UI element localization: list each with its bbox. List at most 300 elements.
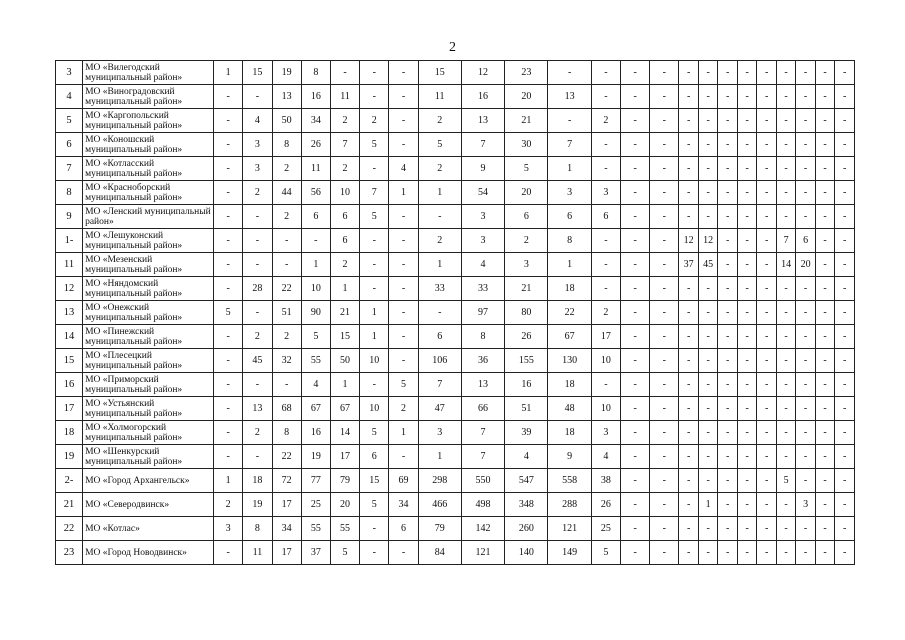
data-cell: -: [214, 277, 243, 301]
data-cell: -: [737, 445, 756, 469]
data-cell: 55: [301, 349, 330, 373]
table-row: [56, 253, 855, 277]
data-cell: -: [835, 157, 855, 181]
data-cell: -: [214, 253, 243, 277]
data-cell: -: [757, 229, 776, 253]
data-cell: -: [650, 493, 679, 517]
table-row: [56, 397, 855, 421]
data-cell: -: [214, 349, 243, 373]
data-cell: -: [757, 541, 776, 565]
data-cell: -: [737, 229, 756, 253]
row-number: 1-: [56, 229, 83, 253]
data-cell: 2: [272, 325, 301, 349]
data-cell: 20: [505, 181, 548, 205]
data-cell: 84: [418, 541, 461, 565]
table-row: [56, 541, 855, 565]
data-cell: -: [757, 445, 776, 469]
data-cell: -: [796, 85, 815, 109]
data-cell: -: [815, 229, 834, 253]
data-cell: 4: [505, 445, 548, 469]
data-cell: 7: [461, 445, 504, 469]
data-cell: -: [360, 373, 389, 397]
data-cell: -: [776, 133, 795, 157]
data-cell: 466: [418, 493, 461, 517]
data-cell: -: [591, 61, 620, 85]
data-cell: 6: [796, 229, 815, 253]
data-cell: -: [835, 133, 855, 157]
data-cell: -: [835, 301, 855, 325]
data-cell: 140: [505, 541, 548, 565]
data-cell: 5: [301, 325, 330, 349]
data-cell: -: [389, 133, 418, 157]
data-cell: -: [214, 421, 243, 445]
data-cell: 298: [418, 469, 461, 493]
data-cell: -: [815, 421, 834, 445]
data-cell: -: [776, 61, 795, 85]
data-cell: -: [679, 517, 698, 541]
data-cell: -: [796, 277, 815, 301]
data-cell: -: [389, 229, 418, 253]
data-cell: -: [650, 85, 679, 109]
data-cell: 20: [796, 253, 815, 277]
data-cell: 149: [548, 541, 591, 565]
data-cell: -: [815, 85, 834, 109]
data-cell: -: [757, 493, 776, 517]
data-cell: 550: [461, 469, 504, 493]
data-cell: -: [679, 181, 698, 205]
table-row: [56, 109, 855, 133]
table-row: [56, 373, 855, 397]
data-cell: 1: [389, 421, 418, 445]
data-cell: 25: [591, 517, 620, 541]
data-cell: -: [698, 373, 717, 397]
row-number: 9: [56, 205, 83, 229]
data-cell: -: [796, 301, 815, 325]
row-number: 18: [56, 421, 83, 445]
data-cell: -: [815, 373, 834, 397]
municipality-name: МО «Вилегодский муниципальный район»: [83, 61, 214, 85]
data-cell: -: [776, 517, 795, 541]
table-row: [56, 325, 855, 349]
municipality-name: МО «Город Архангельск»: [83, 469, 214, 493]
data-cell: -: [698, 517, 717, 541]
data-cell: -: [360, 61, 389, 85]
data-cell: 155: [505, 349, 548, 373]
data-cell: -: [796, 181, 815, 205]
data-cell: -: [737, 493, 756, 517]
data-cell: -: [591, 157, 620, 181]
data-cell: -: [418, 301, 461, 325]
data-cell: 3: [548, 181, 591, 205]
data-cell: -: [757, 421, 776, 445]
table-row: [56, 133, 855, 157]
row-number: 23: [56, 541, 83, 565]
data-cell: 37: [301, 541, 330, 565]
data-cell: -: [757, 517, 776, 541]
data-cell: -: [737, 205, 756, 229]
data-cell: 6: [330, 205, 359, 229]
municipality-name: МО «Пинежский муниципальный район»: [83, 325, 214, 349]
data-cell: -: [360, 517, 389, 541]
data-cell: 3: [461, 205, 504, 229]
data-cell: -: [737, 277, 756, 301]
data-cell: -: [214, 373, 243, 397]
data-cell: -: [718, 397, 737, 421]
data-cell: 1: [698, 493, 717, 517]
data-cell: 68: [272, 397, 301, 421]
data-cell: 1: [418, 253, 461, 277]
data-cell: 55: [301, 517, 330, 541]
data-cell: 50: [330, 349, 359, 373]
municipality-name: МО «Коношский муниципальный район»: [83, 133, 214, 157]
data-cell: 18: [548, 277, 591, 301]
data-cell: 130: [548, 349, 591, 373]
data-cell: -: [360, 277, 389, 301]
data-cell: 23: [505, 61, 548, 85]
data-cell: 37: [679, 253, 698, 277]
data-cell: -: [815, 517, 834, 541]
data-cell: -: [272, 373, 301, 397]
data-cell: 20: [505, 85, 548, 109]
municipality-name: МО «Холмогорский муниципальный район»: [83, 421, 214, 445]
data-cell: 1: [360, 301, 389, 325]
data-cell: 80: [505, 301, 548, 325]
table-row: [56, 445, 855, 469]
data-cell: 2: [272, 157, 301, 181]
data-cell: -: [679, 541, 698, 565]
data-cell: -: [650, 397, 679, 421]
data-cell: 498: [461, 493, 504, 517]
data-cell: 1: [360, 325, 389, 349]
data-cell: -: [698, 397, 717, 421]
data-cell: -: [835, 277, 855, 301]
data-cell: -: [835, 445, 855, 469]
data-cell: -: [698, 349, 717, 373]
data-cell: -: [389, 109, 418, 133]
row-number: 7: [56, 157, 83, 181]
table-row: [56, 493, 855, 517]
data-cell: -: [698, 277, 717, 301]
data-cell: -: [679, 85, 698, 109]
row-number: 22: [56, 517, 83, 541]
data-cell: 67: [330, 397, 359, 421]
table-row: [56, 349, 855, 373]
data-cell: -: [835, 397, 855, 421]
data-cell: -: [650, 445, 679, 469]
data-cell: 50: [272, 109, 301, 133]
data-cell: 2: [330, 253, 359, 277]
data-cell: -: [698, 301, 717, 325]
data-cell: 10: [360, 397, 389, 421]
data-cell: -: [548, 109, 591, 133]
municipality-name: МО «Няндомский муниципальный район»: [83, 277, 214, 301]
data-cell: -: [815, 493, 834, 517]
data-cell: -: [214, 157, 243, 181]
data-cell: -: [621, 517, 650, 541]
data-cell: 13: [272, 85, 301, 109]
data-cell: -: [835, 517, 855, 541]
data-cell: -: [621, 109, 650, 133]
data-cell: 2: [505, 229, 548, 253]
data-cell: 4: [301, 373, 330, 397]
row-number: 12: [56, 277, 83, 301]
municipality-name: МО «Онежский муниципальный район»: [83, 301, 214, 325]
data-cell: 21: [505, 109, 548, 133]
data-cell: -: [621, 181, 650, 205]
data-cell: 34: [301, 109, 330, 133]
data-cell: 11: [330, 85, 359, 109]
data-cell: 5: [360, 133, 389, 157]
data-cell: -: [698, 325, 717, 349]
data-cell: 21: [505, 277, 548, 301]
data-cell: -: [757, 157, 776, 181]
row-number: 3: [56, 61, 83, 85]
data-cell: -: [796, 373, 815, 397]
data-cell: 5: [591, 541, 620, 565]
data-cell: -: [776, 349, 795, 373]
data-cell: 348: [505, 493, 548, 517]
data-cell: -: [815, 469, 834, 493]
data-cell: 5: [360, 493, 389, 517]
data-cell: 14: [776, 253, 795, 277]
data-cell: -: [737, 85, 756, 109]
data-cell: -: [757, 469, 776, 493]
data-cell: 2: [330, 157, 359, 181]
data-cell: -: [214, 325, 243, 349]
municipality-name: МО «Шенкурский муниципальный район»: [83, 445, 214, 469]
data-cell: -: [621, 397, 650, 421]
data-cell: -: [679, 61, 698, 85]
table-row: [56, 61, 855, 85]
data-cell: -: [796, 469, 815, 493]
data-cell: -: [737, 469, 756, 493]
data-cell: 9: [548, 445, 591, 469]
data-cell: 16: [301, 421, 330, 445]
data-cell: -: [757, 277, 776, 301]
data-cell: -: [650, 541, 679, 565]
data-cell: 33: [418, 277, 461, 301]
data-cell: 8: [461, 325, 504, 349]
data-cell: 7: [776, 229, 795, 253]
data-cell: -: [737, 181, 756, 205]
data-cell: 3: [418, 421, 461, 445]
data-cell: -: [776, 421, 795, 445]
table-row: [56, 301, 855, 325]
data-cell: 28: [243, 277, 272, 301]
data-cell: -: [796, 157, 815, 181]
data-cell: -: [796, 517, 815, 541]
row-number: 16: [56, 373, 83, 397]
data-cell: 16: [461, 85, 504, 109]
data-cell: -: [591, 229, 620, 253]
municipality-name: МО «Мезенский муниципальный район»: [83, 253, 214, 277]
row-number: 11: [56, 253, 83, 277]
data-cell: -: [835, 61, 855, 85]
data-cell: -: [757, 349, 776, 373]
data-cell: -: [214, 85, 243, 109]
data-cell: 10: [591, 397, 620, 421]
data-cell: -: [214, 181, 243, 205]
data-cell: 39: [505, 421, 548, 445]
data-cell: 288: [548, 493, 591, 517]
data-cell: -: [737, 517, 756, 541]
municipality-name: МО «Котласский муниципальный район»: [83, 157, 214, 181]
data-cell: 16: [301, 85, 330, 109]
data-cell: 6: [591, 205, 620, 229]
data-cell: 17: [330, 445, 359, 469]
data-cell: -: [591, 133, 620, 157]
data-cell: -: [679, 325, 698, 349]
data-cell: -: [815, 277, 834, 301]
data-cell: 6: [360, 445, 389, 469]
data-cell: -: [796, 109, 815, 133]
data-cell: -: [621, 469, 650, 493]
municipality-name: МО «Плесецкий муниципальный район»: [83, 349, 214, 373]
data-cell: -: [389, 541, 418, 565]
data-cell: -: [214, 109, 243, 133]
data-cell: -: [621, 325, 650, 349]
data-cell: 8: [272, 133, 301, 157]
data-cell: 558: [548, 469, 591, 493]
table-row: [56, 157, 855, 181]
data-cell: 77: [301, 469, 330, 493]
data-cell: 2: [591, 109, 620, 133]
data-cell: -: [718, 469, 737, 493]
data-cell: 26: [591, 493, 620, 517]
data-cell: -: [591, 253, 620, 277]
data-cell: -: [718, 181, 737, 205]
data-cell: -: [650, 517, 679, 541]
data-cell: -: [360, 157, 389, 181]
data-cell: -: [698, 133, 717, 157]
data-cell: 34: [272, 517, 301, 541]
data-cell: -: [330, 61, 359, 85]
data-cell: -: [214, 133, 243, 157]
data-cell: 19: [272, 61, 301, 85]
data-cell: 44: [272, 181, 301, 205]
data-cell: -: [835, 421, 855, 445]
data-cell: -: [389, 445, 418, 469]
data-cell: -: [650, 133, 679, 157]
data-cell: 90: [301, 301, 330, 325]
data-cell: -: [679, 493, 698, 517]
data-cell: -: [815, 109, 834, 133]
data-cell: -: [718, 277, 737, 301]
data-cell: 2: [272, 205, 301, 229]
data-cell: -: [679, 133, 698, 157]
data-cell: 51: [505, 397, 548, 421]
data-cell: 11: [418, 85, 461, 109]
data-cell: -: [650, 373, 679, 397]
data-cell: -: [718, 301, 737, 325]
data-cell: -: [776, 277, 795, 301]
data-cell: -: [621, 157, 650, 181]
data-cell: -: [815, 325, 834, 349]
data-cell: 3: [461, 229, 504, 253]
data-cell: -: [718, 85, 737, 109]
data-cell: -: [243, 253, 272, 277]
data-cell: -: [718, 325, 737, 349]
data-cell: 15: [418, 61, 461, 85]
data-cell: -: [698, 205, 717, 229]
data-cell: 79: [330, 469, 359, 493]
data-cell: 21: [330, 301, 359, 325]
data-cell: 5: [360, 421, 389, 445]
data-cell: 12: [679, 229, 698, 253]
row-number: 5: [56, 109, 83, 133]
data-cell: -: [389, 301, 418, 325]
data-cell: 2: [243, 421, 272, 445]
data-cell: -: [679, 445, 698, 469]
data-cell: 17: [272, 541, 301, 565]
data-cell: 2: [360, 109, 389, 133]
data-cell: -: [621, 541, 650, 565]
data-cell: -: [679, 373, 698, 397]
data-cell: -: [621, 493, 650, 517]
data-cell: 2: [214, 493, 243, 517]
data-cell: 19: [301, 445, 330, 469]
data-cell: 5: [418, 133, 461, 157]
data-cell: -: [679, 205, 698, 229]
data-cell: -: [718, 517, 737, 541]
data-cell: 8: [243, 517, 272, 541]
data-cell: 25: [301, 493, 330, 517]
data-cell: -: [214, 205, 243, 229]
data-cell: 2: [330, 109, 359, 133]
data-cell: 3: [214, 517, 243, 541]
data-cell: -: [591, 85, 620, 109]
data-cell: -: [757, 61, 776, 85]
data-cell: 3: [505, 253, 548, 277]
data-cell: -: [815, 157, 834, 181]
table-row: [56, 85, 855, 109]
row-number: 15: [56, 349, 83, 373]
data-cell: -: [650, 349, 679, 373]
data-cell: -: [548, 61, 591, 85]
data-cell: 121: [461, 541, 504, 565]
data-cell: -: [815, 397, 834, 421]
data-cell: -: [698, 157, 717, 181]
data-cell: -: [243, 205, 272, 229]
data-cell: -: [796, 421, 815, 445]
data-cell: -: [621, 85, 650, 109]
data-cell: -: [796, 445, 815, 469]
data-cell: -: [214, 541, 243, 565]
data-cell: 1: [418, 445, 461, 469]
data-cell: -: [360, 229, 389, 253]
data-cell: 11: [243, 541, 272, 565]
data-cell: 20: [330, 493, 359, 517]
data-cell: -: [835, 85, 855, 109]
municipality-name: МО «Приморский муниципальный район»: [83, 373, 214, 397]
data-cell: 9: [461, 157, 504, 181]
data-cell: 1: [214, 61, 243, 85]
data-cell: -: [835, 109, 855, 133]
data-cell: 18: [548, 373, 591, 397]
data-cell: -: [835, 349, 855, 373]
data-cell: -: [737, 301, 756, 325]
data-cell: -: [389, 277, 418, 301]
page-number: 2: [449, 40, 456, 55]
municipality-name: МО «Устьянский муниципальный район»: [83, 397, 214, 421]
data-cell: -: [776, 325, 795, 349]
data-cell: -: [776, 397, 795, 421]
data-cell: 4: [243, 109, 272, 133]
data-cell: 38: [591, 469, 620, 493]
municipality-name: МО «Лешуконский муниципальный район»: [83, 229, 214, 253]
data-cell: -: [650, 61, 679, 85]
data-cell: 3: [243, 133, 272, 157]
